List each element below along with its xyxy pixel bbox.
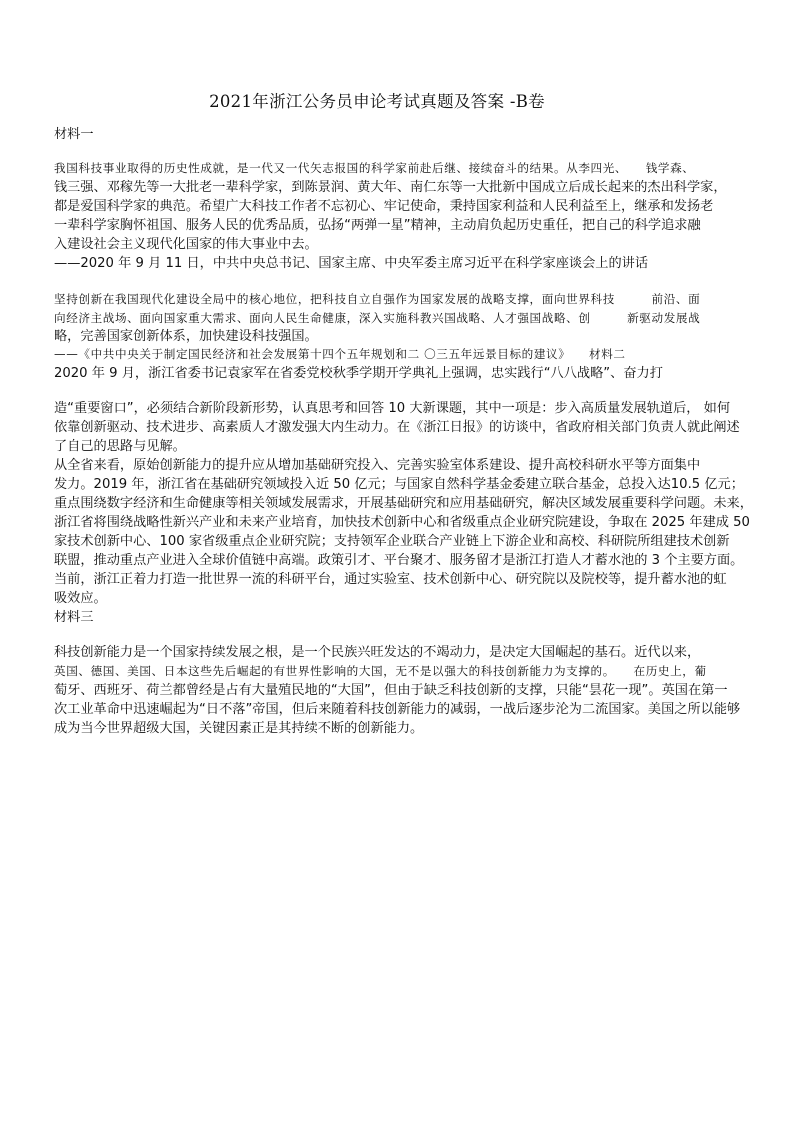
paragraph-line: 发力。2019 年，浙江省在基础研究领域投入近 50 亿元；与国家自然科学基金委建立联合基金，总投入达10.5 亿元；	[54, 477, 744, 492]
paragraph-line: 我国科技事业取得的历史性成就，是一代又一代矢志报国的科学家前赴后继、接续奋斗的结果。从李四光、 钱学森、	[54, 161, 695, 175]
paragraph-line: 当前，浙江正着力打造一批世界一流的科研平台，通过实验室、技术创新中心、研究院以及院校等，提升蓄水池的虹	[54, 572, 727, 587]
section-heading-3: 材料三	[54, 610, 94, 625]
section-heading-1: 材料一	[54, 127, 94, 142]
paragraph-line: 入建设社会主义现代化国家的伟大事业中去。	[54, 237, 318, 252]
paragraph-line: 浙江省将围绕战略性新兴产业和未来产业培育，加快技术创新中心和省级重点企业研究院建设，争取在 2025 年建成 50	[54, 515, 750, 530]
paragraph-line: 从全省来看，原始创新能力的提升应从增加基础研究投入、完善实验室体系建设、提升高校科研水平等方面集中	[54, 458, 701, 473]
paragraph-line: 略，完善国家创新体系，加快建设科技强国。	[54, 329, 318, 344]
paragraph-line: 了自己的思路与见解。	[54, 439, 186, 454]
paragraph-line: 家技术创新中心、100 家省级重点企业研究院；支持领军企业联合产业链上下游企业和高校、科研院所组建技术创新	[54, 534, 730, 549]
paragraph-line: 向经济主战场、面向国家重大需求、面向人民生命健康，深入实施科教兴国战略、人才强国战略、创 新驱动发展战	[54, 311, 701, 325]
quote-attribution: ——《中共中央关于制定国民经济和社会发展第十四个五年规划和二 〇三五年远景目标的建议》 材料二	[54, 347, 626, 361]
paragraph-line: 成为当今世界超级大国，关键因素正是其持续不断的创新能力。	[54, 721, 424, 736]
paragraph-line: 萄牙、西班牙、荷兰都曾经是占有大量殖民地的“大国”，但由于缺乏科技创新的支撑，只能“昙花一现”。英国在第一	[54, 683, 728, 698]
paragraph-line: 造“重要窗口”，必须结合新阶段新形势，认真思考和回答 10 大新课题，其中一项是：步入高质量发展轨道后， 如何	[54, 401, 731, 416]
paragraph-line: 一辈科学家胸怀祖国、服务人民的优秀品质，弘扬“两弹一星”精神，主动肩负起历史重任，把自己的科学追求融	[54, 218, 701, 233]
quote-attribution: ——2020 年 9 月 11 日，中共中央总书记、国家主席、中央军委主席习近平在科学家座谈会上的讲话	[54, 256, 649, 271]
document-title	[0, 88, 794, 112]
paragraph-line: 次工业革命中迅速崛起为“日不落”帝国，但后来随着科技创新能力的减弱，一战后逐步沦为二流国家。美国之所以能够	[54, 702, 741, 717]
paragraph-line: 重点围绕数字经济和生命健康等相关领域发展需求，开展基础研究和应用基础研究，解决区域发展重要科学问题。未来，	[54, 496, 753, 511]
paragraph-line: 都是爱国科学家的典范。希望广大科技工作者不忘初心、牢记使命，秉持国家利益和人民利益至上，继承和发扬老	[54, 199, 714, 214]
document-title-text: 2021年浙江公务员申论考试真题及答案 -B卷	[209, 92, 545, 111]
paragraph-line: 科技创新能力是一个国家持续发展之根，是一个民族兴旺发达的不竭动力，是决定大国崛起的基石。近代以来，	[54, 645, 701, 660]
paragraph-line: 依靠创新驱动、技术进步、高素质人才激发强大内生动力。在《浙江日报》的访谈中，省政府相关部门负责人就此阐述	[54, 420, 740, 435]
paragraph-line: 英国、德国、美国、日本这些先后崛起的有世界性影响的大国，无不是以强大的科技创新能力为支撑的。 在历史上，葡	[54, 664, 707, 678]
paragraph-line: 坚持创新在我国现代化建设全局中的核心地位，把科技自立自强作为国家发展的战略支撑，面向世界科技 前沿、面	[54, 292, 701, 306]
paragraph-line: 联盟，推动重点产业进入全球价值链中高端。政策引才、平台聚才、服务留才是浙江打造人才蓄水池的 3 个主要方面。	[54, 553, 744, 568]
paragraph-line: 吸效应。	[54, 591, 107, 606]
paragraph-line: 钱三强、邓稼先等一大批老一辈科学家，到陈景润、黄大年、南仁东等一大批新中国成立后成长起来的杰出科学家，	[54, 180, 727, 195]
paragraph-line: 2020 年 9 月，浙江省委书记袁家军在省委党校秋季学期开学典礼上强调，忠实践行“八八战略”、奋力打	[54, 366, 663, 381]
